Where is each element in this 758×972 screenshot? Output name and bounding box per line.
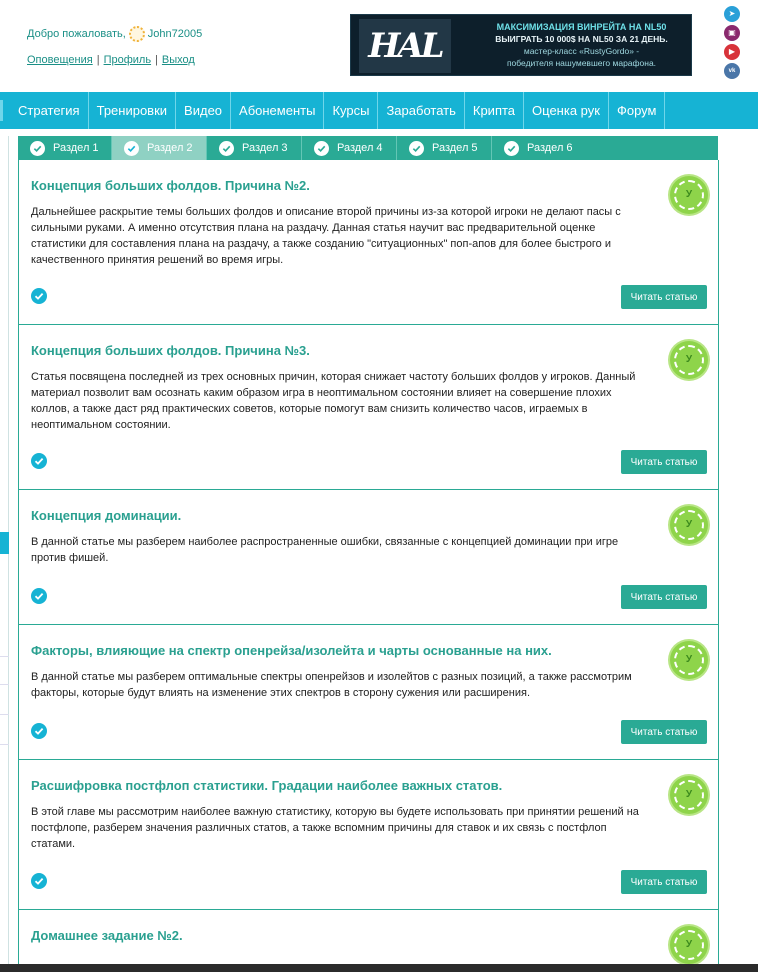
article-title[interactable]: Факторы, влияющие на спектр опенрейза/изолейта и чарты основанные на них. xyxy=(31,643,552,658)
nav-item-crypto[interactable]: Крипта xyxy=(465,92,524,129)
article-description: В данной статье мы разберем наиболее распространенные ошибки, связанные с концепцией доминации при игре против фишей. xyxy=(31,536,619,564)
welcome-block xyxy=(27,26,202,42)
check-icon xyxy=(30,141,45,156)
tab-section-5[interactable] xyxy=(397,136,492,160)
badge-label: У xyxy=(685,789,693,800)
completed-check-icon xyxy=(31,288,47,304)
tab-label: Раздел 2 xyxy=(147,142,193,154)
welcome-text: Добро пожаловать, xyxy=(27,28,126,40)
level-badge-icon xyxy=(670,341,708,379)
check-icon xyxy=(409,141,424,156)
banner-author: мастер-класс «RustyGordo» - xyxy=(523,46,640,56)
completed-check-icon xyxy=(31,723,47,739)
divider: | xyxy=(96,54,100,66)
article-title[interactable]: Домашнее задание №2. xyxy=(31,928,183,943)
nav-item-training[interactable]: Тренировки xyxy=(89,92,176,129)
user-links xyxy=(27,54,195,66)
check-icon xyxy=(124,141,139,156)
article-card xyxy=(18,760,719,910)
social-links xyxy=(724,6,742,82)
tab-label: Раздел 1 xyxy=(53,142,99,154)
divider xyxy=(0,656,9,657)
nav-item-earn[interactable]: Заработать xyxy=(378,92,464,129)
tab-section-4[interactable] xyxy=(302,136,397,160)
article-card xyxy=(18,160,719,325)
avatar[interactable] xyxy=(129,26,145,42)
nav-item-courses[interactable]: Курсы xyxy=(324,92,378,129)
level-badge-icon xyxy=(670,176,708,214)
logout-link[interactable]: Выход xyxy=(161,54,195,66)
read-article-button[interactable]: Читать статью xyxy=(621,450,707,474)
level-badge-icon xyxy=(670,926,708,964)
tab-section-3[interactable] xyxy=(207,136,302,160)
nav-item-strategy[interactable]: Стратегия xyxy=(0,92,89,129)
banner-title: МАКСИМИЗАЦИЯ ВИНРЕЙТА НА NL50 xyxy=(496,22,667,32)
username[interactable]: John72005 xyxy=(147,28,203,40)
nav-item-forum[interactable]: Форум xyxy=(609,92,666,129)
check-icon xyxy=(219,141,234,156)
nav-item-subscriptions[interactable]: Абонементы xyxy=(231,92,324,129)
promo-banner[interactable] xyxy=(350,14,692,76)
twitch-icon[interactable]: ▣ xyxy=(724,25,740,41)
completed-check-icon xyxy=(31,588,47,604)
tab-label: Раздел 3 xyxy=(242,142,288,154)
nav-item-hand-review[interactable]: Оценка рук xyxy=(524,92,609,129)
notifications-link[interactable]: Оповещения xyxy=(27,54,93,66)
tab-section-6[interactable] xyxy=(492,136,587,160)
nav-item-video[interactable]: Видео xyxy=(176,92,231,129)
banner-subtitle: ВЫИГРАТЬ 10 000$ НА NL50 ЗА 21 ДЕНЬ. xyxy=(495,34,668,44)
site-header xyxy=(0,0,758,92)
banner-logo: HAL xyxy=(359,19,451,73)
vk-icon[interactable]: vk xyxy=(724,63,740,79)
main-nav xyxy=(0,92,758,129)
check-icon xyxy=(504,141,519,156)
telegram-icon[interactable]: ➤ xyxy=(724,6,740,22)
badge-label: У xyxy=(685,354,693,365)
article-title[interactable]: Концепция доминации. xyxy=(31,508,182,523)
article-title[interactable]: Концепция больших фолдов. Причина №3. xyxy=(31,343,310,358)
read-article-button[interactable]: Читать статью xyxy=(621,870,707,894)
article-card xyxy=(18,625,719,760)
tab-label: Раздел 5 xyxy=(432,142,478,154)
article-list xyxy=(18,160,719,970)
level-badge-icon xyxy=(670,506,708,544)
tab-label: Раздел 6 xyxy=(527,142,573,154)
section-tabs xyxy=(18,136,718,160)
article-card xyxy=(18,910,719,970)
article-description: В этой главе мы рассмотрим наиболее важную статистику, которую вы будете использовать при принятии решений на постфлопе, разберем значения различных статов, а также вспомним причины для ставок и их связь с постфлоп статами. xyxy=(31,806,639,850)
read-article-button[interactable]: Читать статью xyxy=(621,585,707,609)
level-badge-icon xyxy=(670,776,708,814)
article-card xyxy=(18,325,719,490)
sidebar-band xyxy=(0,532,9,554)
banner-author-desc: победителя нашумевшего марафона. xyxy=(506,58,657,68)
completed-check-icon xyxy=(31,453,47,469)
divider xyxy=(0,714,9,715)
read-article-button[interactable]: Читать статью xyxy=(621,720,707,744)
banner-text xyxy=(479,21,684,69)
tab-section-1[interactable] xyxy=(18,136,112,160)
badge-label: У xyxy=(685,189,693,200)
completed-check-icon xyxy=(31,873,47,889)
read-article-button[interactable]: Читать статью xyxy=(621,285,707,309)
level-badge-icon xyxy=(670,641,708,679)
left-sidebar xyxy=(0,136,9,972)
badge-label: У xyxy=(685,654,693,665)
article-title[interactable]: Концепция больших фолдов. Причина №2. xyxy=(31,178,310,193)
divider: | xyxy=(155,54,158,66)
article-title[interactable]: Расшифровка постфлоп статистики. Градации наиболее важных статов. xyxy=(31,778,503,793)
badge-label: У xyxy=(685,519,693,530)
divider xyxy=(0,744,9,745)
tab-label: Раздел 4 xyxy=(337,142,383,154)
article-description: Дальнейшее раскрытие темы больших фолдов и описание второй причины из-за которой игроки не делают пасы с сильными руками. А именно отсутствия плана на раздачу. Данная статья научит вас предварительной оценке статистики для составления плана на раздачу, а также созданию "ситуационных" поп-апов для более быстрого и качественного принятия решений во время игры. xyxy=(31,206,621,266)
check-icon xyxy=(314,141,329,156)
tab-section-2[interactable] xyxy=(112,136,207,160)
badge-label: У xyxy=(685,939,693,950)
youtube-icon[interactable]: ▶ xyxy=(724,44,740,60)
article-card xyxy=(18,490,719,625)
article-description: Статья посвящена последней из трех основных причин, которая снижает частоту больших фолдов у игроков. Данный материал позволит вам осознать каким образом игра в неоптимальном состоянии влияет на совершение плохих коллов, а также даст ряд практических советов, которые помогут вам снизить количество часов, играемых в неоптимальном состоянии. xyxy=(31,371,636,431)
taskbar xyxy=(0,964,758,972)
article-description: В данной статье мы разберем оптимальные спектры опенрейзов и изолейтов с разных позиций, а также рассмотрим факторы, которые будут влиять на изменение этих спектров в сторону сужения или расширения. xyxy=(31,671,632,699)
profile-link[interactable]: Профиль xyxy=(103,54,152,66)
divider xyxy=(0,684,9,685)
